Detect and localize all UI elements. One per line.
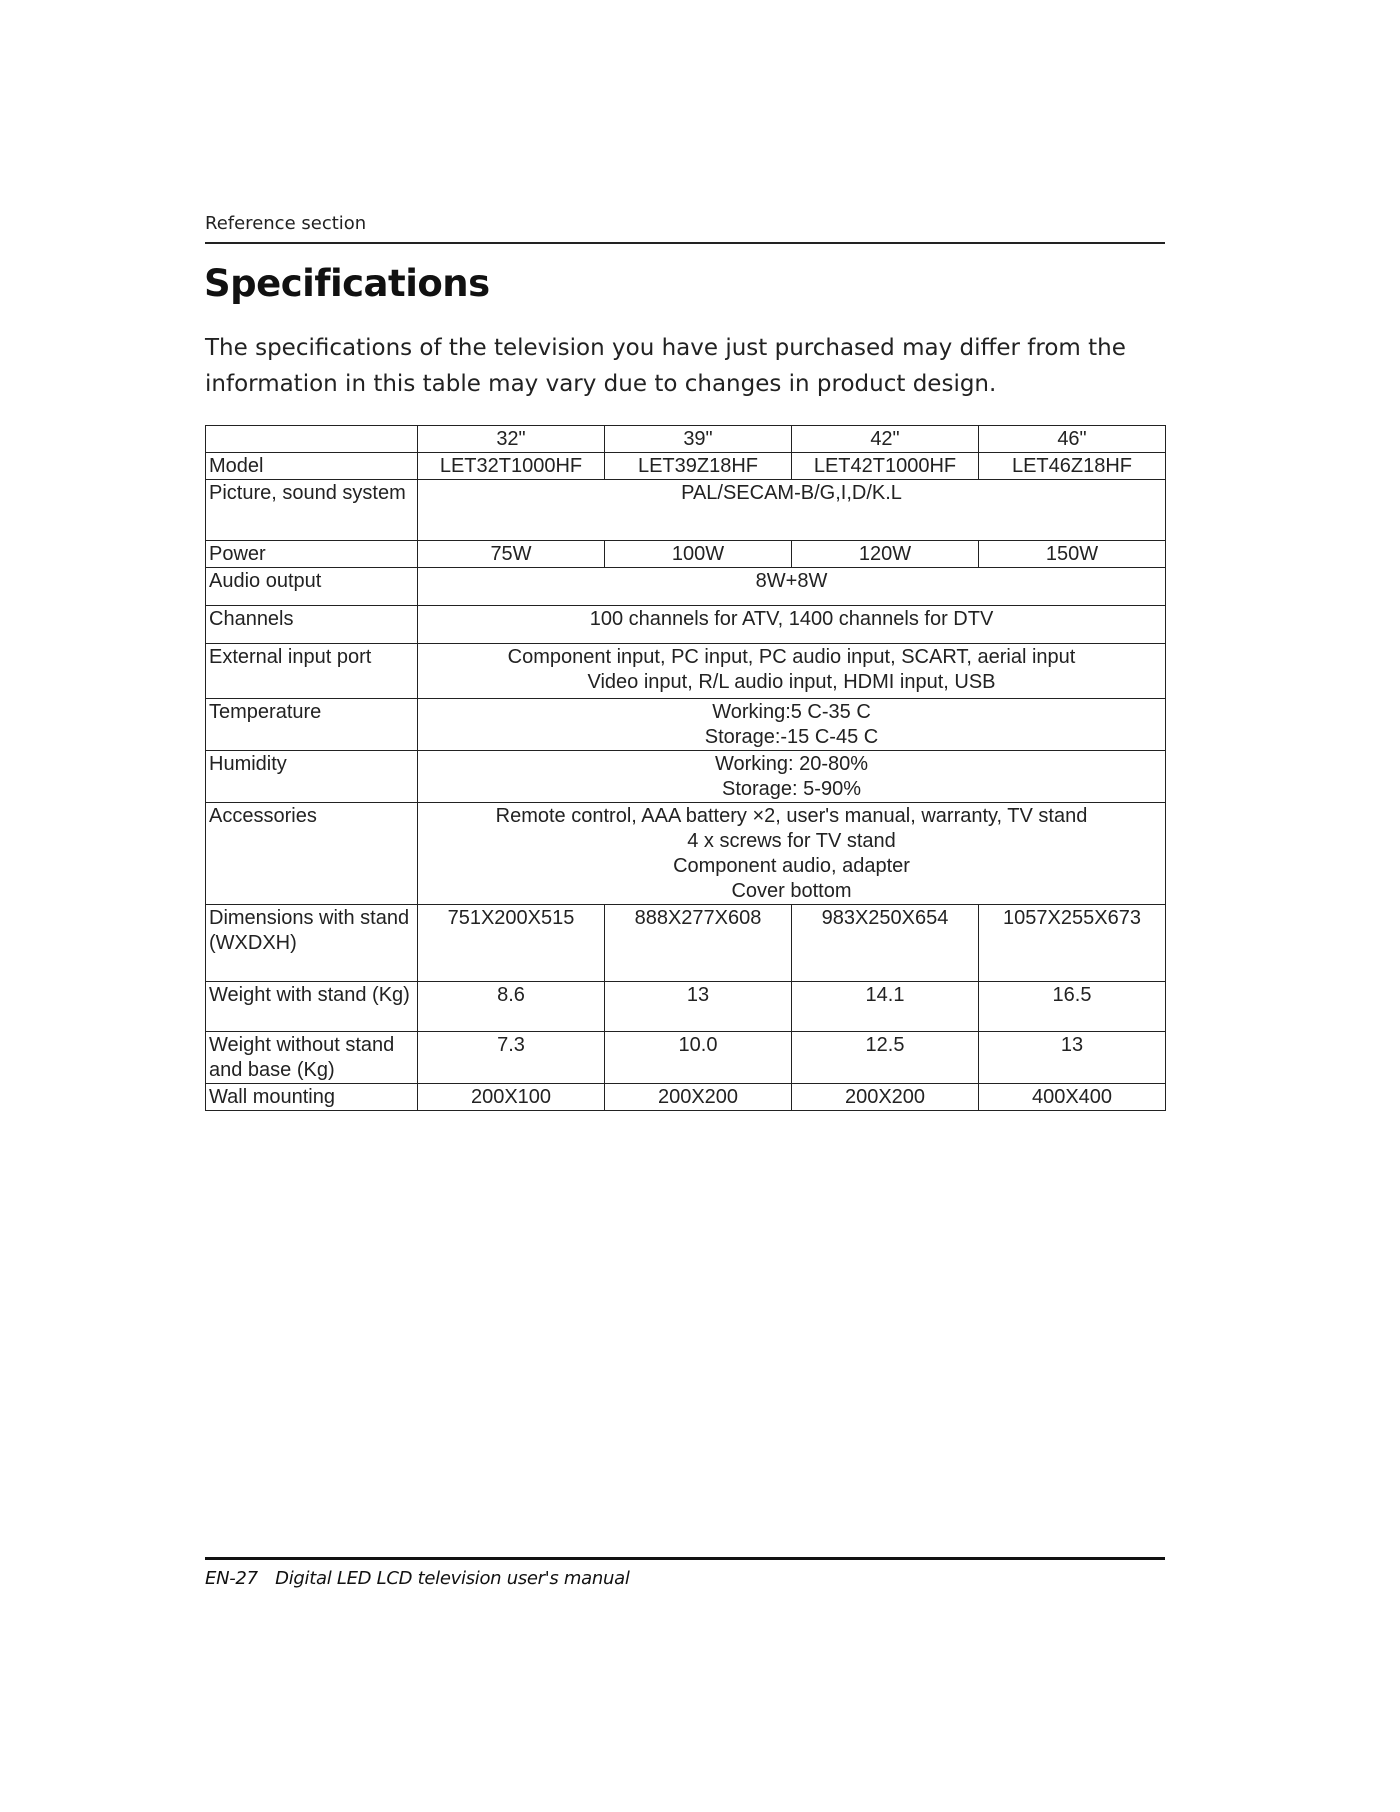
page-title: Specifications — [204, 262, 490, 305]
page-footer — [205, 1568, 630, 1589]
size-42: 42" — [792, 426, 979, 453]
table-row-weight-no-stand — [206, 1032, 1166, 1084]
weight-no-stand-cell: 10.0 — [605, 1032, 792, 1084]
humidity-value — [418, 751, 1166, 803]
humidity-line: Storage: 5-90% — [722, 778, 861, 800]
row-label: Model — [206, 453, 418, 480]
table-row-power — [206, 541, 1166, 568]
external-input-line: Component input, PC input, PC audio input, SCART, aerial input — [507, 646, 1076, 668]
row-label: Picture, sound system — [206, 480, 418, 541]
table-row-weight-stand — [206, 982, 1166, 1032]
power-cell: 150W — [979, 541, 1166, 568]
table-row-wall-mounting — [206, 1084, 1166, 1111]
weight-stand-cell: 14.1 — [792, 982, 979, 1032]
row-label: Audio output — [206, 568, 418, 606]
row-label: Wall mounting — [206, 1084, 418, 1111]
power-cell: 120W — [792, 541, 979, 568]
header-rule — [205, 242, 1165, 244]
weight-stand-cell: 16.5 — [979, 982, 1166, 1032]
row-label: Power — [206, 541, 418, 568]
humidity-line: Working: 20-80% — [714, 753, 869, 775]
row-label: Weight with stand (Kg) — [206, 982, 418, 1032]
accessories-line: Cover bottom — [731, 880, 852, 902]
accessories-line: 4 x screws for TV stand — [687, 830, 896, 852]
wall-mounting-cell: 200X200 — [792, 1084, 979, 1111]
table-row-dimensions — [206, 905, 1166, 982]
wall-mounting-cell: 200X100 — [418, 1084, 605, 1111]
model-cell: LET39Z18HF — [605, 453, 792, 480]
table-row-audio-output — [206, 568, 1166, 606]
intro-paragraph: The specifications of the television you have just purchased may differ from the information in this table may vary due to changes in product design. — [205, 335, 1126, 397]
external-input-line: Video input, R/L audio input, HDMI input, USB — [587, 671, 996, 693]
accessories-value — [418, 803, 1166, 905]
table-row-sizes — [206, 426, 1166, 453]
weight-stand-cell: 8.6 — [418, 982, 605, 1032]
weight-no-stand-cell: 7.3 — [418, 1032, 605, 1084]
temperature-value — [418, 699, 1166, 751]
power-cell: 75W — [418, 541, 605, 568]
size-46: 46" — [979, 426, 1166, 453]
power-cell: 100W — [605, 541, 792, 568]
dimensions-cell: 751X200X515 — [418, 905, 605, 982]
row-label: Dimensions with stand (WXDXH) — [206, 905, 418, 982]
channels-value: 100 channels for ATV, 1400 channels for DTV — [418, 606, 1166, 644]
temperature-line: Storage:-15 C-45 C — [704, 726, 879, 748]
table-row-model — [206, 453, 1166, 480]
model-cell: LET42T1000HF — [792, 453, 979, 480]
external-input-value — [418, 644, 1166, 699]
manual-title: Digital LED LCD television user's manual — [275, 1568, 630, 1589]
model-cell: LET32T1000HF — [418, 453, 605, 480]
table-row-picture-sound — [206, 480, 1166, 541]
accessories-line: Remote control, AAA battery ×2, user's manual, warranty, TV stand — [495, 805, 1088, 827]
row-label: Accessories — [206, 803, 418, 905]
dimensions-cell: 1057X255X673 — [979, 905, 1166, 982]
row-label: Temperature — [206, 699, 418, 751]
table-row-accessories — [206, 803, 1166, 905]
dimensions-cell: 983X250X654 — [792, 905, 979, 982]
model-cell: LET46Z18HF — [979, 453, 1166, 480]
accessories-line: Component audio, adapter — [673, 855, 910, 877]
running-head: Reference section — [205, 213, 367, 234]
table-row-humidity — [206, 751, 1166, 803]
weight-no-stand-cell: 12.5 — [792, 1032, 979, 1084]
table-row-external-input — [206, 644, 1166, 699]
size-header-blank — [206, 426, 418, 453]
wall-mounting-cell: 400X400 — [979, 1084, 1166, 1111]
temperature-line: Working:5 C-35 C — [712, 701, 871, 723]
weight-no-stand-cell: 13 — [979, 1032, 1166, 1084]
size-32: 32" — [418, 426, 605, 453]
weight-stand-cell: 13 — [605, 982, 792, 1032]
specifications-table — [205, 425, 1166, 1111]
picture-sound-value: PAL/SECAM-B/G,I,D/K.L — [418, 480, 1166, 541]
dimensions-cell: 888X277X608 — [605, 905, 792, 982]
table-row-channels — [206, 606, 1166, 644]
page-number: EN-27 — [205, 1568, 258, 1589]
size-39: 39" — [605, 426, 792, 453]
row-label: Humidity — [206, 751, 418, 803]
row-label: External input port — [206, 644, 418, 699]
row-label: Weight without stand and base (Kg) — [206, 1032, 418, 1084]
footer-rule — [205, 1557, 1165, 1560]
table-row-temperature — [206, 699, 1166, 751]
row-label: Channels — [206, 606, 418, 644]
audio-output-value: 8W+8W — [418, 568, 1166, 606]
wall-mounting-cell: 200X200 — [605, 1084, 792, 1111]
